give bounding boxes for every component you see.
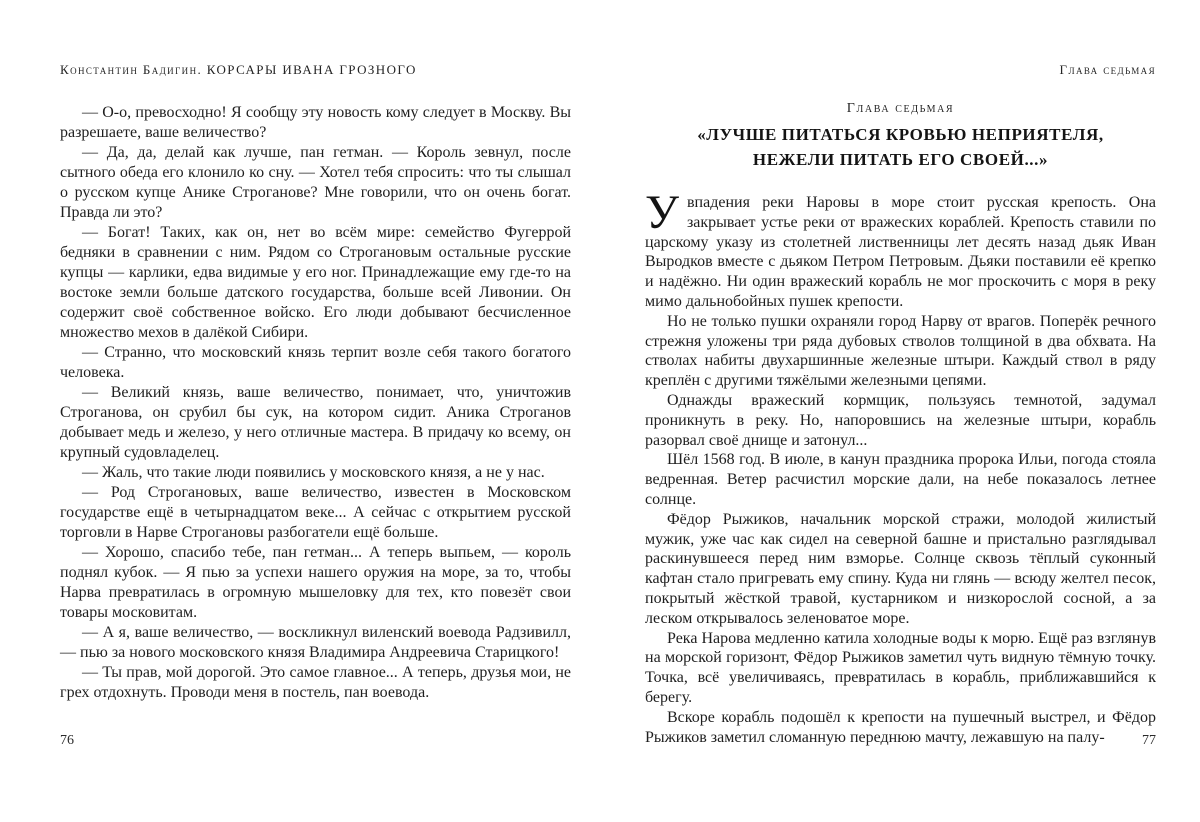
paragraph: — Да, да, делай как лучше, пан гетман. — Король зевнул, после сытного обеда его клонило ко сну. — Хотел тебя спросить: что ты слышал о русском купце Анике Строганове? Мне говорили, что он очень богат. Правда ли это? [60, 144, 571, 221]
paragraph: Однажды вражеский кормщик, пользуясь темнотой, задумал проникнуть в реку. Но, напоровшись на железные штыри, корабль разорвал своё днище и затонул... [645, 391, 1156, 449]
paragraph: — Хорошо, спасибо тебе, пан гетман... А теперь выпьем, — король поднял кубок. — Я пью за успехи нашего оружия на море, за то, чтобы Нарва превратилась в огромную мышеловку для тех, кто повезёт свои товары московитам. [60, 544, 571, 621]
paragraph: Фёдор Рыжиков, начальник морской стражи, молодой жилистый мужик, уже час как сидел на северной башне и пристально разглядывал раскинувшееся перед ним взморье. Солнце сквозь тёплый суконный кафтан стало пригревать ему спину. Куда ни глянь — всюду желтел песок, покрытый жёсткой травой, кустарником и низкорослой сосной, а за леском открывалось зеленоватое море. [645, 510, 1156, 627]
paragraph: — Великий князь, ваше величество, понимает, что, уничтожив Строганова, он срубил бы сук, на котором сидит. Аника Строганов добывает медь и железо, у него отличные мастера. В придачу ко всему, он крупный судовладелец. [60, 384, 571, 461]
chapter-title-line-2: НЕЖЕЛИ ПИТАТЬ ЕГО СВОЕЙ...» [752, 150, 1049, 169]
opening-paragraph-text: впадения реки Наровы в море стоит русская крепость. Она закрывает устье реки от вражеских кораблей. Крепость ставили по царскому указу из столетней лиственницы лет десять назад дьяк Иван Выродков вместе с дьяком Петром Петровым. Дьяки поставили её крепко и надёжно. Ни один вражеский корабль не мог проскочить с моря в реку мимо дальнобойных пушек крепости. [645, 194, 1156, 310]
paragraph: — Род Строгановых, ваше величество, известен в Московском государстве ещё в четырнадцатом веке... А сейчас с открытием русской торговли в Нарве Строгановы разбогатели ещё больше. [60, 484, 571, 541]
running-head-right: Глава седьмая [1059, 62, 1156, 77]
left-page-body [60, 103, 571, 703]
drop-cap-letter: У [645, 186, 679, 239]
paragraph: Шёл 1568 год. В июле, в канун праздника пророка Ильи, погода стояла ведренная. Ветер расчистил морские дали, на небе показалось летнее солнце. [645, 451, 1156, 508]
paragraph: — Жаль, что такие люди появились у московского князя, а не у нас. [82, 464, 545, 481]
paragraph: — Странно, что московский князь терпит возле себя такого богатого человека. [60, 344, 571, 381]
paragraph: Но не только пушки охраняли город Нарву от врагов. Поперёк речного стрежня уложены три ряда дубовых стволов толщиной в два обхвата. На стволах набиты двухаршинные железные штыри. Каждый ствол в ряду креплён с другими тяжёлыми железными цепями. [645, 312, 1156, 390]
right-page-body [645, 186, 1156, 747]
page-left [60, 62, 571, 703]
paragraph: — Ты прав, мой дорогой. Это самое главное... А теперь, друзья мои, не грех отдохнуть. Проводи меня в постель, пан воевода. [60, 664, 571, 701]
page-number-right: 77 [1142, 733, 1156, 748]
chapter-label: Глава седьмая [846, 101, 955, 116]
page-right [645, 62, 1156, 747]
paragraph: — А я, ваше величество, — воскликнул виленский воевода Радзивилл, — пью за нового московского князя Владимира Андреевича Старицкого! [60, 624, 571, 661]
chapter-title [645, 122, 1156, 172]
page-number-left: 76 [60, 733, 74, 748]
paragraph: Река Нарова медленно катила холодные воды к морю. Ещё раз взглянув на морской горизонт, Фёдор Рыжиков заметил чуть видную тёмную точку. Точка, всё увеличиваясь, превратилась в корабль, приближавшийся к берегу. [645, 629, 1156, 706]
chapter-title-line-1: «ЛУЧШЕ ПИТАТЬСЯ КРОВЬЮ НЕПРИЯТЕЛЯ, [697, 125, 1104, 144]
opening-paragraph [645, 186, 1156, 312]
paragraph: — Богат! Таких, как он, нет во всём мире: семейство Фугеррой бедняки в сравнении с ним. Рядом со Строгановым остальные русские купцы — карлики, едва видимые у его ног. Принадлежащие ему где-то на востоке земли больше датского государства, больше всей Ливонии. Он содержит своё собственное войско. Его люди добывают бесчисленное множество мехов в далёкой Сибири. [60, 224, 571, 341]
paragraph: Вскоре корабль подошёл к крепости на пушечный выстрел, и Фёдор Рыжиков заметил сломанную переднюю мачту, лежавшую на палу- [645, 708, 1156, 746]
running-head-left: Константин Бадигин. КОРСАРЫ ИВАНА ГРОЗНОГО [60, 62, 417, 77]
paragraph: — О-о, превосходно! Я сообщу эту новость кому следует в Москву. Вы разрешаете, ваше величество? [60, 104, 571, 141]
